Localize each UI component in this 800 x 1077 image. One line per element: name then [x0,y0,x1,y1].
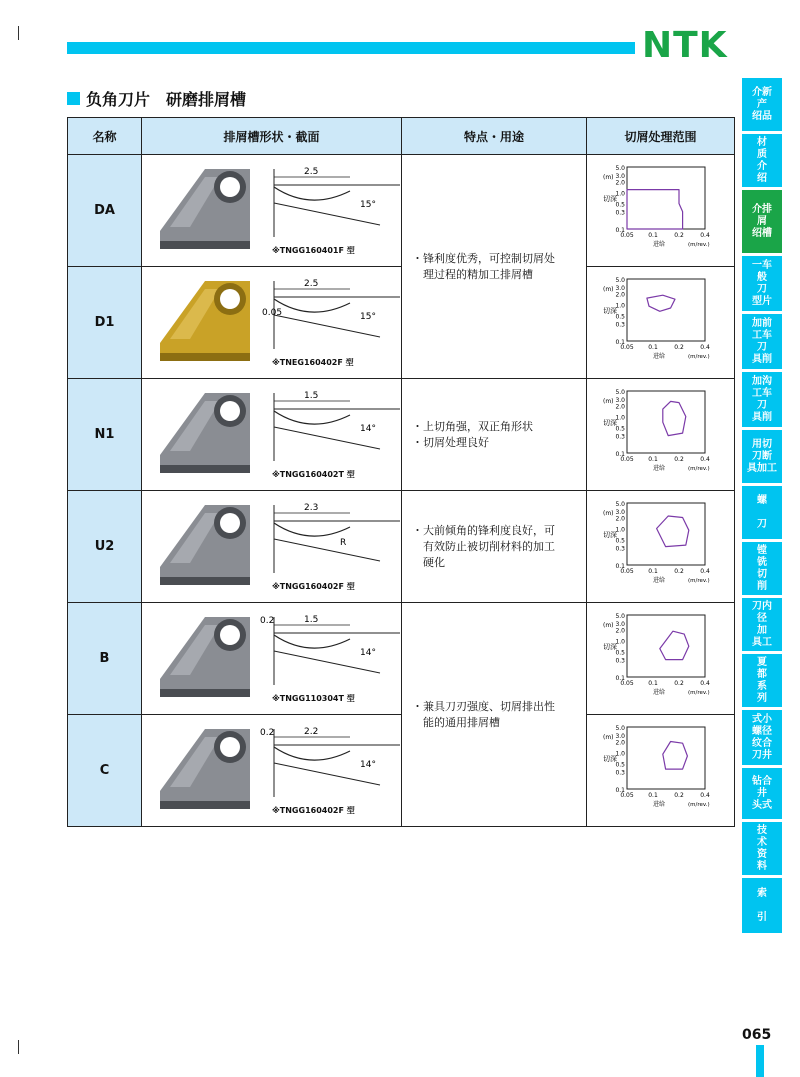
section-dimension-label: 1.5 [304,391,319,401]
section-dimension-label: R [340,538,347,548]
sidebar-tab[interactable]: 用切 刀断 具加工 [742,430,782,483]
chipbreaker-shape-cell [142,379,402,491]
insert-model-label: ※TNGG160402F 型 [272,582,355,591]
cross-section-diagram [260,611,400,687]
section-dimension-label: 0.2 [260,616,275,626]
chart-y-tick: 3.0 [615,397,625,405]
chart-x-tick: 0.2 [674,568,684,575]
insert-model-label: ※TNGG110304T 型 [272,694,355,703]
top-accent-bar [67,42,635,54]
sidebar-tab[interactable]: 螺 刀 [742,486,782,539]
chart-y-unit: (m) [603,510,614,517]
page-marker-bar [756,1045,764,1077]
section-title [67,88,246,108]
chart-y-unit: (m) [603,622,614,629]
header-name: 名称 [68,118,142,155]
chart-y-unit: (m) [603,286,614,293]
chip-control-range-cell [587,603,735,715]
chart-x-unit: (m/rev.) [688,354,710,360]
chart-x-tick: 0.2 [674,792,684,799]
chart-y-label: 切深 [603,195,617,203]
chip-control-region [657,516,689,547]
chip-control-chart [587,379,735,491]
chart-y-tick: 0.5 [615,425,625,433]
cross-section-diagram [260,275,400,351]
sidebar-tab[interactable]: 索 引 [742,878,782,933]
insert-model-label: ※TNGG160401F 型 [272,246,355,255]
chart-y-tick: 0.5 [615,761,625,769]
chart-y-tick: 2.0 [615,627,625,635]
chart-x-tick: 0.05 [620,232,634,239]
chart-x-tick: 0.1 [648,792,658,799]
feature-line: ・兼具刀刃强度、切屑排出性 [412,699,555,713]
chart-x-tick: 0.2 [674,344,684,351]
chart-y-tick: 2.0 [615,291,625,299]
sidebar-tab[interactable]: 技 术 资 料 [742,822,782,875]
chart-x-unit: (m/rev.) [688,690,710,696]
cross-section-diagram [260,387,400,463]
chart-x-tick: 0.4 [700,456,710,463]
feature-line: 能的通用排屑槽 [412,715,500,729]
chip-control-range-cell [587,155,735,267]
insert-model-label: ※TNGG160402F 型 [272,806,355,815]
section-square-icon [67,92,80,105]
section-dimension-label: 2.2 [304,727,319,737]
chart-y-tick: 0.1 [615,563,625,570]
chart-y-tick: 1.0 [615,190,625,198]
chart-y-tick: 5.0 [615,501,625,508]
sidebar-tab[interactable]: 钻合 井 头式 [742,768,782,819]
chart-x-unit: (m/rev.) [688,466,710,472]
chart-y-tick: 1.0 [615,638,625,646]
chart-y-tick: 1.0 [615,526,625,534]
chart-x-tick: 0.1 [648,680,658,687]
chart-y-tick: 3.0 [615,509,625,517]
chip-control-range-cell [587,379,735,491]
feature-description [402,155,587,379]
chart-x-tick: 0.1 [648,568,658,575]
sidebar-tab[interactable]: 材 质 介 绍 [742,134,782,187]
chart-x-label: 进给 [653,801,666,808]
chipbreaker-name: N1 [68,379,142,491]
chipbreaker-shape-cell [142,155,402,267]
chart-x-tick: 0.2 [674,232,684,239]
feature-line: 理过程的精加工排屑槽 [412,267,533,281]
sidebar-tab[interactable]: 加沟 工车 刀 具削 [742,372,782,427]
insert-model-label: ※TNEG160402F 型 [272,358,354,367]
chart-y-unit: (m) [603,174,614,181]
chart-y-tick: 5.0 [615,725,625,732]
chart-y-label: 切深 [603,643,617,651]
chart-plot-area [627,615,705,677]
table-header-row [68,118,735,155]
chip-control-chart [587,715,735,827]
sidebar-tab[interactable]: 加前 工车 刀 具削 [742,314,782,369]
chart-y-tick: 0.3 [615,209,625,217]
section-dimension-label: 2.5 [304,167,319,177]
table-row [68,603,735,715]
section-dimension-label: 2.3 [304,503,319,513]
cross-section-diagram [260,163,400,239]
header-range: 切屑处理范围 [587,118,735,155]
chart-y-tick: 2.0 [615,739,625,747]
chart-y-tick: 5.0 [615,277,625,284]
chart-y-tick: 0.3 [615,769,625,777]
feature-description [402,603,587,827]
table-row [68,155,735,267]
feature-description [402,491,587,603]
chip-control-range-cell [587,715,735,827]
chart-y-tick: 2.0 [615,515,625,523]
table-row [68,379,735,491]
chart-y-tick: 3.0 [615,285,625,293]
chart-x-label: 进给 [653,689,666,696]
chart-x-tick: 0.1 [648,456,658,463]
chart-y-tick: 1.0 [615,750,625,758]
feature-line: ・切屑处理良好 [412,435,489,449]
chip-control-range-cell [587,267,735,379]
feature-line: 硬化 [412,555,445,569]
chart-plot-area [627,727,705,789]
chart-x-label: 进给 [653,353,666,360]
chart-x-tick: 0.2 [674,456,684,463]
chart-x-tick: 0.4 [700,792,710,799]
section-dimension-label: 14° [360,424,376,434]
chart-x-tick: 0.4 [700,232,710,239]
chart-plot-area [627,503,705,565]
chart-y-tick: 0.1 [615,227,625,234]
chart-y-tick: 0.5 [615,313,625,321]
sidebar-tab[interactable]: 介新 产 绍品 [742,78,782,131]
chart-x-tick: 0.1 [648,232,658,239]
header-features: 特点・用途 [402,118,587,155]
sidebar-tab[interactable]: 镗 铣 切 削 [742,542,782,595]
sidebar-tab[interactable]: 式小 螺径 纹合 刀井 [742,710,782,765]
chart-x-tick: 0.05 [620,680,634,687]
sidebar-tab[interactable]: 刀内 径 加 具工 [742,598,782,651]
chart-y-tick: 1.0 [615,302,625,310]
chip-control-region [663,742,688,770]
chart-x-tick: 0.05 [620,344,634,351]
chip-control-chart [587,603,735,715]
section-dimension-label: 1.5 [304,615,319,625]
chart-y-tick: 3.0 [615,173,625,181]
cross-section-diagram [260,723,400,799]
table-row [68,491,735,603]
chart-y-unit: (m) [603,398,614,405]
chart-y-tick: 0.5 [615,201,625,209]
insert-image [150,161,250,257]
chart-y-label: 切深 [603,755,617,763]
section-dimension-label: 2.5 [304,279,319,289]
chipbreaker-shape-cell [142,267,402,379]
chart-y-tick: 2.0 [615,179,625,187]
chart-x-tick: 0.05 [620,792,634,799]
chart-x-tick: 0.05 [620,456,634,463]
chart-plot-area [627,391,705,453]
chart-x-tick: 0.4 [700,680,710,687]
chart-x-label: 进给 [653,577,666,584]
chart-y-tick: 0.3 [615,433,625,441]
ntk-logo: NTK [642,25,728,66]
feature-line: ・锋利度优秀，可控制切屑处 [412,251,555,265]
section-dimension-label: 15° [360,312,376,322]
chipbreaker-name: C [68,715,142,827]
section-dimension-label: 0.05 [262,308,283,318]
chart-plot-area [627,167,705,229]
chipbreaker-shape-cell [142,715,402,827]
chipbreaker-name: DA [68,155,142,267]
chart-x-tick: 0.4 [700,344,710,351]
table-row [68,267,735,379]
chart-y-tick: 0.5 [615,649,625,657]
chipbreaker-table [67,117,735,827]
chipbreaker-shape-cell [142,491,402,603]
chart-y-tick: 0.1 [615,787,625,794]
insert-image [150,273,250,369]
chart-y-tick: 0.1 [615,451,625,458]
chart-y-tick: 1.0 [615,414,625,422]
chart-y-tick: 3.0 [615,733,625,741]
cross-section-diagram [260,499,400,575]
insert-model-label: ※TNGG160402T 型 [272,470,355,479]
chip-control-chart [587,267,735,379]
chart-x-tick: 0.05 [620,568,634,575]
section-dimension-label: 0.2 [260,728,275,738]
chart-y-tick: 0.5 [615,537,625,545]
section-title-text: 负角刀片 研磨排屑槽 [86,89,247,109]
section-dimension-label: 15° [360,200,376,210]
chart-x-tick: 0.1 [648,344,658,351]
chip-control-region [660,631,689,659]
header-shape: 排屑槽形状・截面 [142,118,402,155]
feature-line: ・上切角强，双正角形状 [412,419,533,433]
chart-y-tick: 2.0 [615,403,625,411]
chart-x-unit: (m/rev.) [688,242,710,248]
table-row [68,715,735,827]
chip-control-region [663,401,686,435]
sidebar-tab[interactable]: 一车 般 刀 型片 [742,256,782,311]
chip-control-region [647,295,675,311]
section-dimension-label: 14° [360,648,376,658]
chart-y-tick: 0.1 [615,339,625,346]
chipbreaker-name: U2 [68,491,142,603]
chipbreaker-name: B [68,603,142,715]
feature-line: ・大前倾角的锋利度良好，可 [412,523,555,537]
chart-y-tick: 0.1 [615,675,625,682]
chart-y-tick: 3.0 [615,621,625,629]
chipbreaker-name: D1 [68,267,142,379]
chart-y-tick: 0.3 [615,545,625,553]
chart-x-label: 进给 [653,241,666,248]
feature-line: 有效防止被切削材料的加工 [412,539,555,553]
chart-y-tick: 0.3 [615,657,625,665]
chip-control-range-cell [587,491,735,603]
chart-y-tick: 0.3 [615,321,625,329]
chart-y-tick: 5.0 [615,165,625,172]
chart-y-label: 切深 [603,307,617,315]
chart-y-tick: 5.0 [615,389,625,396]
feature-description [402,379,587,491]
chart-x-tick: 0.4 [700,568,710,575]
crop-mark [18,26,19,40]
sidebar-tab[interactable]: 介排 屑 绍槽 [742,190,782,253]
chart-x-label: 进给 [653,465,666,472]
chip-control-chart [587,491,735,603]
insert-image [150,609,250,705]
chart-y-label: 切深 [603,419,617,427]
section-dimension-label: 14° [360,760,376,770]
crop-mark [18,1040,19,1054]
chart-y-label: 切深 [603,531,617,539]
chart-y-tick: 5.0 [615,613,625,620]
insert-image [150,721,250,817]
chart-x-unit: (m/rev.) [688,578,710,584]
chart-x-tick: 0.2 [674,680,684,687]
chip-control-region [627,190,683,229]
sidebar-tab[interactable]: 夏 都 系 列 [742,654,782,707]
chart-x-unit: (m/rev.) [688,802,710,808]
chart-y-unit: (m) [603,734,614,741]
insert-image [150,385,250,481]
chip-control-chart [587,155,735,267]
insert-image [150,497,250,593]
chipbreaker-shape-cell [142,603,402,715]
page-number: 065 [742,1027,772,1043]
